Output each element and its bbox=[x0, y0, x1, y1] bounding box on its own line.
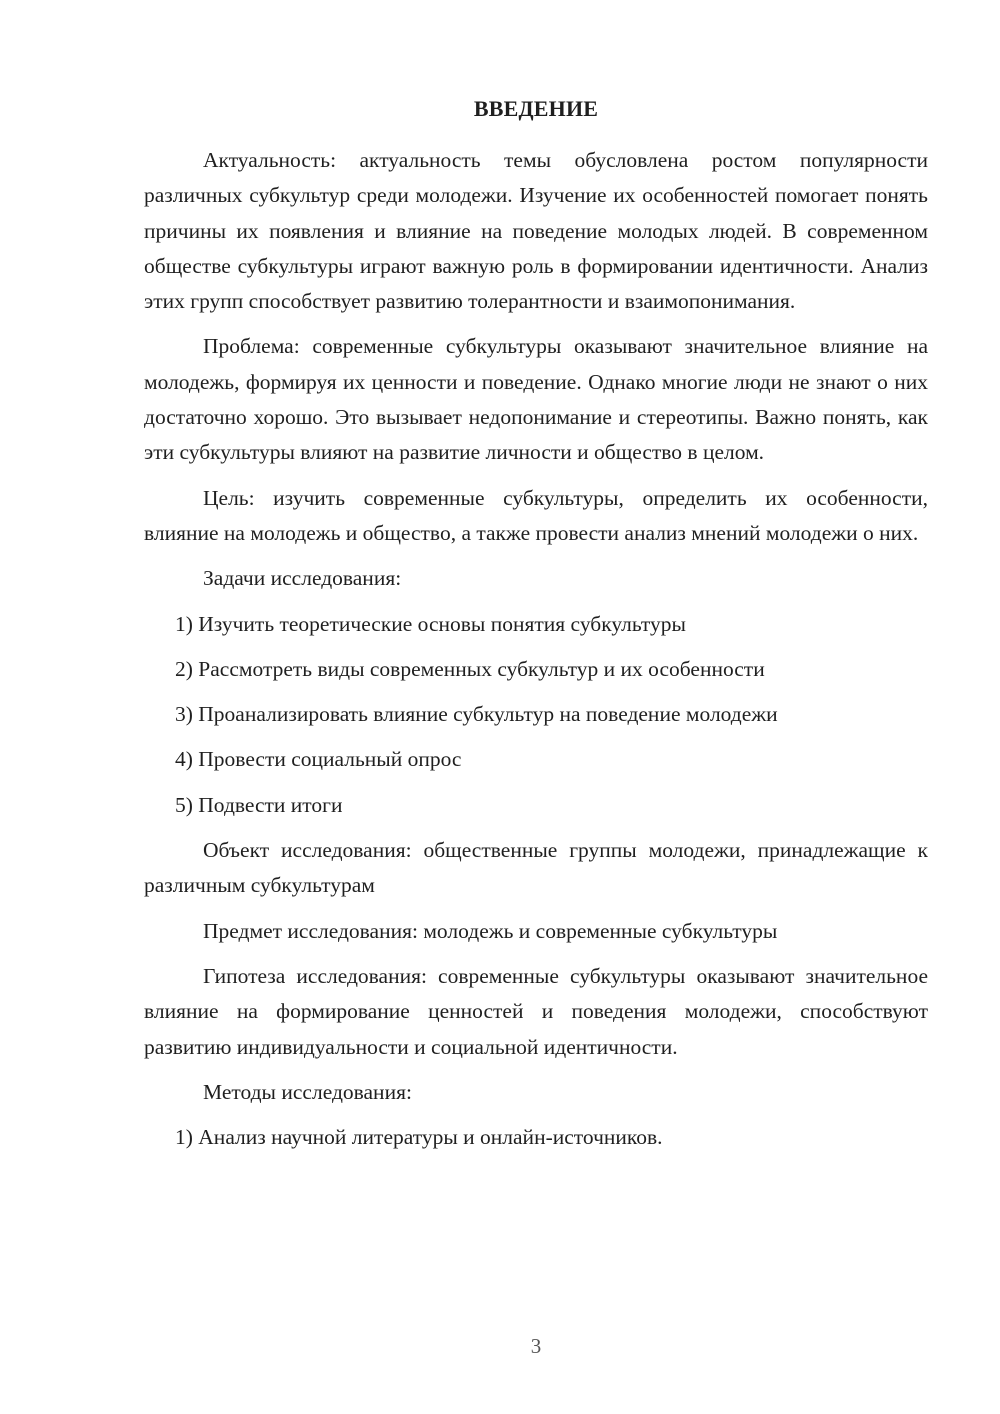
task-item-5: 5) Подвести итоги bbox=[175, 792, 343, 817]
task-item-4: 4) Провести социальный опрос bbox=[175, 747, 462, 772]
task-item-3: 3) Проанализировать влияние субкультур на поведение молодежи bbox=[175, 702, 778, 727]
relevance-paragraph: Актуальность: актуальность темы обусловлена ростом популярности различных субкультур среди молодежи. Изучение их особенностей помогает понять причины их появления и влияние на поведение молодых людей. В современном обществе субкультуры играют важную роль в формировании идентичности. Анализ этих групп способствует развитию толерантности и взаимопонимания. bbox=[144, 148, 928, 314]
method-item-1: 1) Анализ научной литературы и онлайн-источников. bbox=[175, 1125, 663, 1150]
page-number: 3 bbox=[530, 1334, 542, 1358]
tasks-heading: Задачи исследования: bbox=[203, 566, 402, 591]
page-heading: ВВЕДЕНИЕ bbox=[473, 96, 599, 121]
methods-heading: Методы исследования: bbox=[203, 1079, 412, 1104]
task-item-2: 2) Рассмотреть виды современных субкультур и их особенности bbox=[175, 656, 765, 681]
task-item-1: 1) Изучить теоретические основы понятия субкультуры bbox=[175, 611, 686, 636]
body-text bbox=[144, 143, 928, 1155]
hypothesis-paragraph: Гипотеза исследования: современные субкультуры оказывают значительное влияние на формирование ценностей и поведения молодежи, способствуют развитию индивидуальности и социальной идентичности. bbox=[144, 963, 928, 1059]
subject-paragraph: Предмет исследования: молодежь и современные субкультуры bbox=[203, 918, 778, 943]
object-paragraph: Объект исследования: общественные группы молодежи, принадлежащие к различным субкультурам bbox=[144, 838, 928, 898]
goal-paragraph: Цель: изучить современные субкультуры, определить их особенности, влияние на молодежь и общество, а также провести анализ мнений молодежи о них. bbox=[144, 485, 928, 545]
problem-paragraph: Проблема: современные субкультуры оказывают значительное влияние на молодежь, формируя их ценности и поведение. Однако многие люди не знают о них достаточно хорошо. Это вызывает недопонимание и стереотипы. Важно понять, как эти субкультуры влияют на развитие личности и общество в целом. bbox=[144, 334, 928, 465]
